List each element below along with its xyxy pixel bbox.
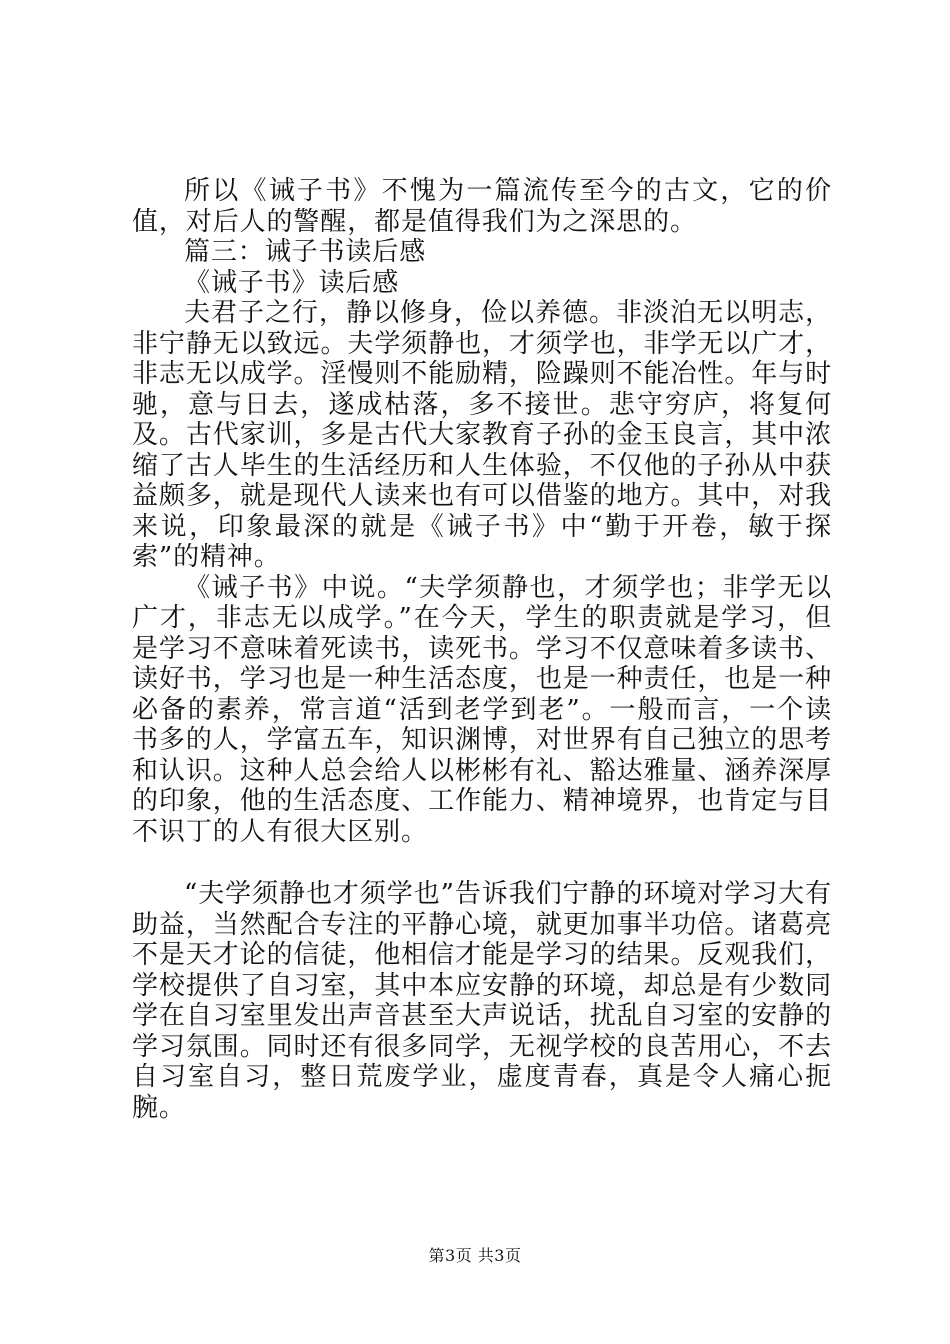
page-footer: 第3页 共3页	[428, 1246, 522, 1265]
paragraph-spacer	[132, 847, 832, 879]
paragraph-study-attitude: 《诫子书》中说。“夫学须静也，才须学也；非学无以广才，非志无以成学。”在今天，学生的职责就是学习，但是学习不意味着死读书，读死书。学习不仅意味着多读书、读好书，学习也是一种生活态度，也是一种责任，也是一种必备的素养，常言道“活到老学到老”。一般而言，一个读书多的人，学富五车，知识渊博，对世界有自己独立的思考和认识。这种人总会给人以彬彬有礼、豁达雅量、涵养深厚的印象，他的生活态度、工作能力、精神境界，也肯定与目不识丁的人有很大区别。	[132, 572, 832, 847]
document-body	[132, 176, 832, 1123]
essay-title: 《诫子书》读后感	[184, 267, 400, 298]
paragraph-quote-intro: 夫君子之行，静以修身，俭以养德。非淡泊无以明志，非宁静无以致远。夫学须静也，才须学也，非学无以广才，非志无以成学。淫慢则不能励精，险躁则不能冶性。年与时驰，意与日去，遂成枯落，多不接世。悲守穷庐，将复何及。古代家训，多是古代大家教育子孙的金玉良言，其中浓缩了古人毕生的生活经历和人生体验，不仅他的子孙从中获益颇多，就是现代人读来也有可以借鉴的地方。其中，对我来说，印象最深的就是《诫子书》中“勤于开卷，敏于探索”的精神。	[132, 298, 832, 572]
paragraph-quiet-environment: “夫学须静也才须学也”告诉我们宁静的环境对学习大有助益，当然配合专注的平静心境，就更加事半功倍。诸葛亮不是天才论的信徒，他相信才能是学习的结果。反观我们，学校提供了自习室，其中本应安静的环境，却总是有少数同学在自习室里发出声音甚至大声说话，扰乱自习室的安静的学习氛围。同时还有很多同学，无视学校的良苦用心，不去自习室自习，整日荒废学业，虚度青春，真是令人痛心扼腕。	[132, 879, 832, 1123]
section-heading: 篇三：诫子书读后感	[184, 237, 427, 267]
paragraph-conclusion: 所以《诫子书》不愧为一篇流传至今的古文，它的价值，对后人的警醒，都是值得我们为之深思的。	[132, 176, 832, 237]
